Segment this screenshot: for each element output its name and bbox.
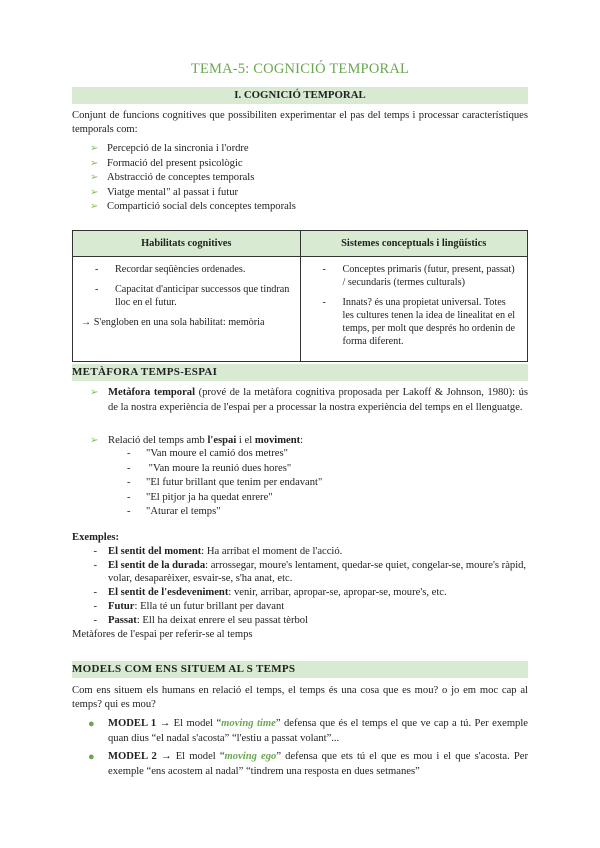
abilities-table — [72, 230, 528, 362]
section-heading-metafora: METÀFORA TEMPS-ESPAI — [72, 364, 528, 381]
table-header-systems: Sistemes conceptuals i lingüístics — [300, 231, 528, 257]
arrow-bullet-icon: ➢ — [90, 157, 99, 169]
models-intro: Com ens situem els humans en relació el temps, el temps és una cosa que es mou? o jo em moc cap al temps? qui es mou? — [72, 685, 528, 710]
arrow-bullet-icon: ➢ — [90, 143, 99, 154]
closing-line: Metàfores de l'espai per referir-se al temps — [72, 628, 253, 640]
list-item: - "El futur brillant que tenim per endavant" — [127, 477, 323, 489]
example-item: - El sentit del moment: Ha arribat el moment de l'acció. — [93, 545, 343, 557]
arrow-bullet-icon: ➢ — [90, 172, 99, 184]
section-heading-cognicio: I. COGNICIÓ TEMPORAL — [72, 87, 528, 104]
section-heading-models: MODELS COM ENS SITUEM AL S TEMPS — [72, 661, 528, 678]
model-1-paragraph: ● MODEL 1 → El model “moving time” defensa que és el temps el que ve cap a tú. Per exemple quan dius “el nadal s'acosta” “l'estiu a passat volant”... — [88, 718, 528, 744]
list-item: ➢ Abstracció de conceptes temporals — [90, 171, 296, 186]
list-item: - "Van moure la reunió dues hores" — [127, 462, 292, 474]
example-item: - Futur: Ella té un futur brillant per davant — [93, 600, 285, 612]
function-list — [90, 142, 296, 215]
example-item: - El sentit de la durada: arrossegar, moure's lentament, quedar-se quiet, congelar-se, moure's ràpid, volar, desaparèixer, esvair-se, s'ha anat, etc. — [93, 559, 527, 585]
table-list-item: - Innats? és una propietat universal. Totes les cultures tenen la idea de linealitat en el temps, per molt que després ho ordenin de forma diferent. — [322, 297, 516, 347]
table-list-item: - Conceptes primaris (futur, present, passat) / secundaris (termes culturals) — [322, 264, 515, 288]
table-note: → S'engloben en una sola habilitat: memòria — [81, 317, 265, 328]
model-2-paragraph: ● MODEL 2 → El model “moving ego” defensa que ets tú el que es mou i el que s'acosta. Per exemple “ens acostem al nadal” “tindrem una resposta en dues setmanes” — [88, 751, 529, 777]
examples-label: Exemples: — [72, 532, 120, 543]
list-item: ➢ Viatge mental" al passat i futur — [90, 186, 296, 201]
table-list-item: - Recordar seqüències ordenades. — [95, 264, 246, 275]
bullet-dot-icon: ● — [88, 718, 95, 730]
relation-paragraph: ➢ Relació del temps amb l'espai i el moviment: — [90, 434, 528, 449]
arrow-bullet-icon: ➢ — [90, 435, 99, 446]
metaphor-paragraph: ➢ Metàfora temporal (prové de la metàfora cognitiva proposada per Lakoff & Johnson, 1980): ús de la nostra experiència de l'espai per a processar la nostra experiència del temps en el llenguatge. — [90, 387, 529, 413]
bullet-dot-icon: ● — [88, 751, 95, 763]
table-cell-abilities — [73, 257, 301, 362]
arrow-bullet-icon: ➢ — [90, 201, 99, 213]
list-item: - "Van moure el camió dos metres" — [127, 448, 288, 459]
list-item: - "El pitjor ja ha quedat enrere" — [127, 491, 273, 503]
examples-block — [72, 531, 528, 641]
example-item: - Passat: Ell ha deixat enrere el seu passat tèrbol — [93, 614, 309, 626]
intro-paragraph: Conjunt de funcions cognitives que possibiliten experimentar el pas del temps i processar característiques temporals com: — [72, 110, 528, 135]
list-item: - "Aturar el temps" — [127, 506, 221, 518]
arrow-bullet-icon: ➢ — [90, 186, 99, 198]
arrow-bullet-icon: ➢ — [90, 387, 99, 398]
quote-list — [127, 447, 322, 520]
list-item: ➢ Compartició social dels conceptes temporals — [90, 200, 296, 215]
list-item: ➢ Percepció de la sincronia i l'ordre — [90, 142, 296, 157]
table-list-item: - Capacitat d'anticipar successos que tindran lloc en el futur. — [95, 284, 290, 308]
table-cell-systems — [300, 257, 528, 362]
table-header-abilities: Habilitats cognitives — [73, 231, 301, 257]
list-item: ➢ Formació del present psicològic — [90, 157, 296, 172]
document-title: TEMA-5: COGNICIÓ TEMPORAL — [190, 61, 410, 77]
example-item: - El sentit de l'esdeveniment: venir, arribar, apropar-se, apropar-se, moure's, etc. — [93, 587, 447, 599]
